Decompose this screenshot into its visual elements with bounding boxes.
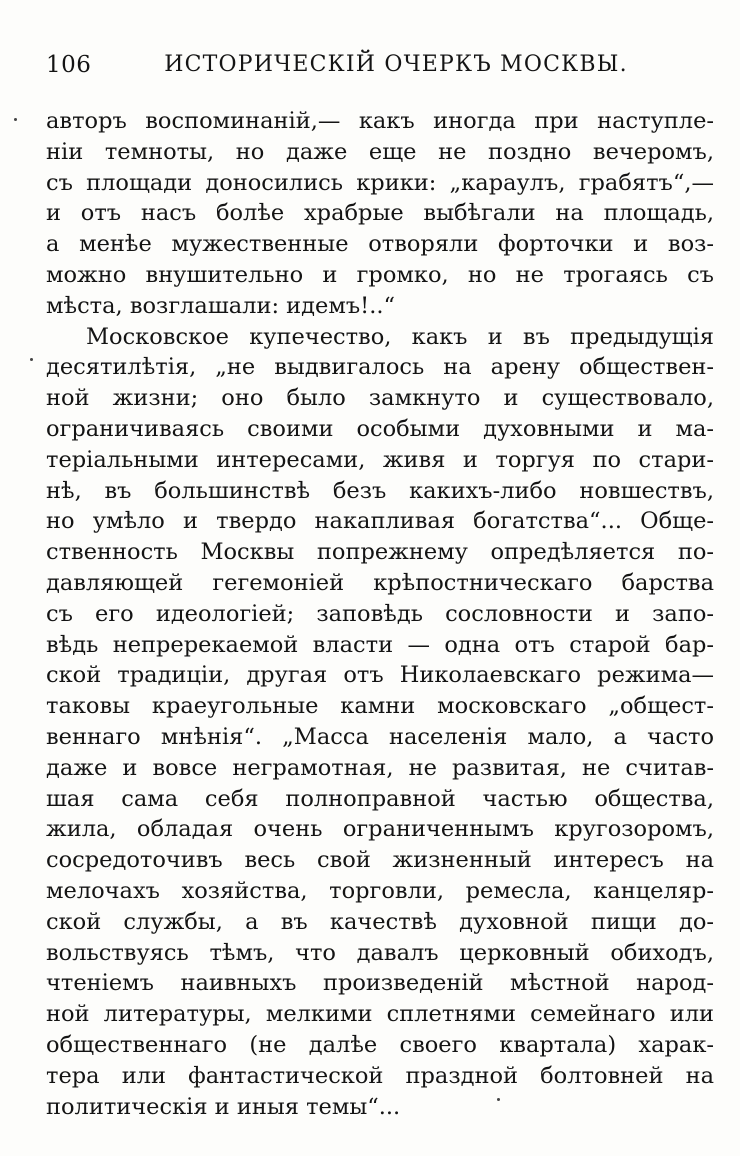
text-line: и отъ насъ болѣе храбрые выбѣгали на площадь, xyxy=(46,200,714,227)
text-line: шая сама себя полноправной частью общества, xyxy=(46,785,714,812)
text-line: мѣста, возглашали: идемъ!..“ xyxy=(46,292,396,319)
text-line: нѣ, въ большинствѣ безъ какихъ-либо новшествъ, xyxy=(46,477,714,504)
text-line: таковы краеугольные камни московскаго „общест- xyxy=(46,693,714,720)
text-line: политическія и иныя темы“... xyxy=(46,1093,401,1120)
print-speck xyxy=(30,358,33,361)
page-header xyxy=(46,52,714,86)
text-line: ограничиваясь своими особыми духовными и ма- xyxy=(46,415,714,442)
text-line: десятилѣтія, „не выдвигалось на арену обществен- xyxy=(46,354,714,381)
text-line: ной литературы, мелкими сплетнями семейнаго или xyxy=(46,1001,714,1028)
print-speck xyxy=(14,118,17,121)
print-speck xyxy=(497,1098,500,1101)
text-line: авторъ воспоминаній,— какъ иногда при наступле- xyxy=(46,108,714,134)
text-line: жила, обладая очень ограниченнымъ кругозоромъ, xyxy=(46,816,714,843)
text-line: ственность Москвы попрежнему опредѣляется по- xyxy=(46,539,714,566)
text-line: вольствуясь тѣмъ, что давалъ церковный обиходъ, xyxy=(46,939,714,966)
running-title: ИСТОРИЧЕСКІЙ ОЧЕРКЪ МОСКВЫ. xyxy=(164,52,628,77)
text-line: давляющей гегемоніей крѣпостническаго барства xyxy=(46,569,714,596)
text-line: тера или фантастической праздной болтовней на xyxy=(46,1062,714,1089)
text-line: ніи темноты, но даже еще не поздно вечеромъ, xyxy=(46,138,714,165)
text-line: вѣдь непререкаемой власти — одна отъ старой бар- xyxy=(46,631,714,658)
body-text xyxy=(46,106,714,1122)
text-line: но умѣло и твердо накапливая богатства“... Обще- xyxy=(46,508,714,535)
text-line: сосредоточивъ весь свой жизненный интересъ на xyxy=(46,847,714,874)
text-line: даже и вовсе неграмотная, не развитая, не считав- xyxy=(46,754,714,781)
text-line: чтеніемъ наивныхъ произведеній мѣстной народ- xyxy=(46,970,714,997)
text-line: съ его идеологіей; заповѣдь сословности и запо- xyxy=(46,600,714,627)
text-line: веннаго мнѣнія“. „Масса населенія мало, а часто xyxy=(46,723,714,750)
text-line: съ площади доносились крики: „караулъ, грабятъ“,— xyxy=(46,169,714,196)
text-line: общественнаго (не далѣе своего квартала) харак- xyxy=(46,1031,714,1058)
text-line: можно внушительно и громко, но не трогаясь съ xyxy=(46,261,714,288)
paragraph-start-line: Московское купечество, какъ и въ предыдущія xyxy=(86,323,714,350)
text-line: мелочахъ хозяйства, торговли, ремесла, канцеляр- xyxy=(46,877,714,904)
page-number: 106 xyxy=(46,52,92,78)
text-line: ской традиціи, другая отъ Николаевскаго режима— xyxy=(46,662,714,689)
text-line: ской службы, а въ качествѣ духовной пищи до- xyxy=(46,908,714,935)
text-line: теріальными интересами, живя и торгуя по стари- xyxy=(46,446,714,473)
text-line: а менѣе мужественные отворяли форточки и воз- xyxy=(46,231,714,258)
text-line: ной жизни; оно было замкнуто и существовало, xyxy=(46,385,714,412)
